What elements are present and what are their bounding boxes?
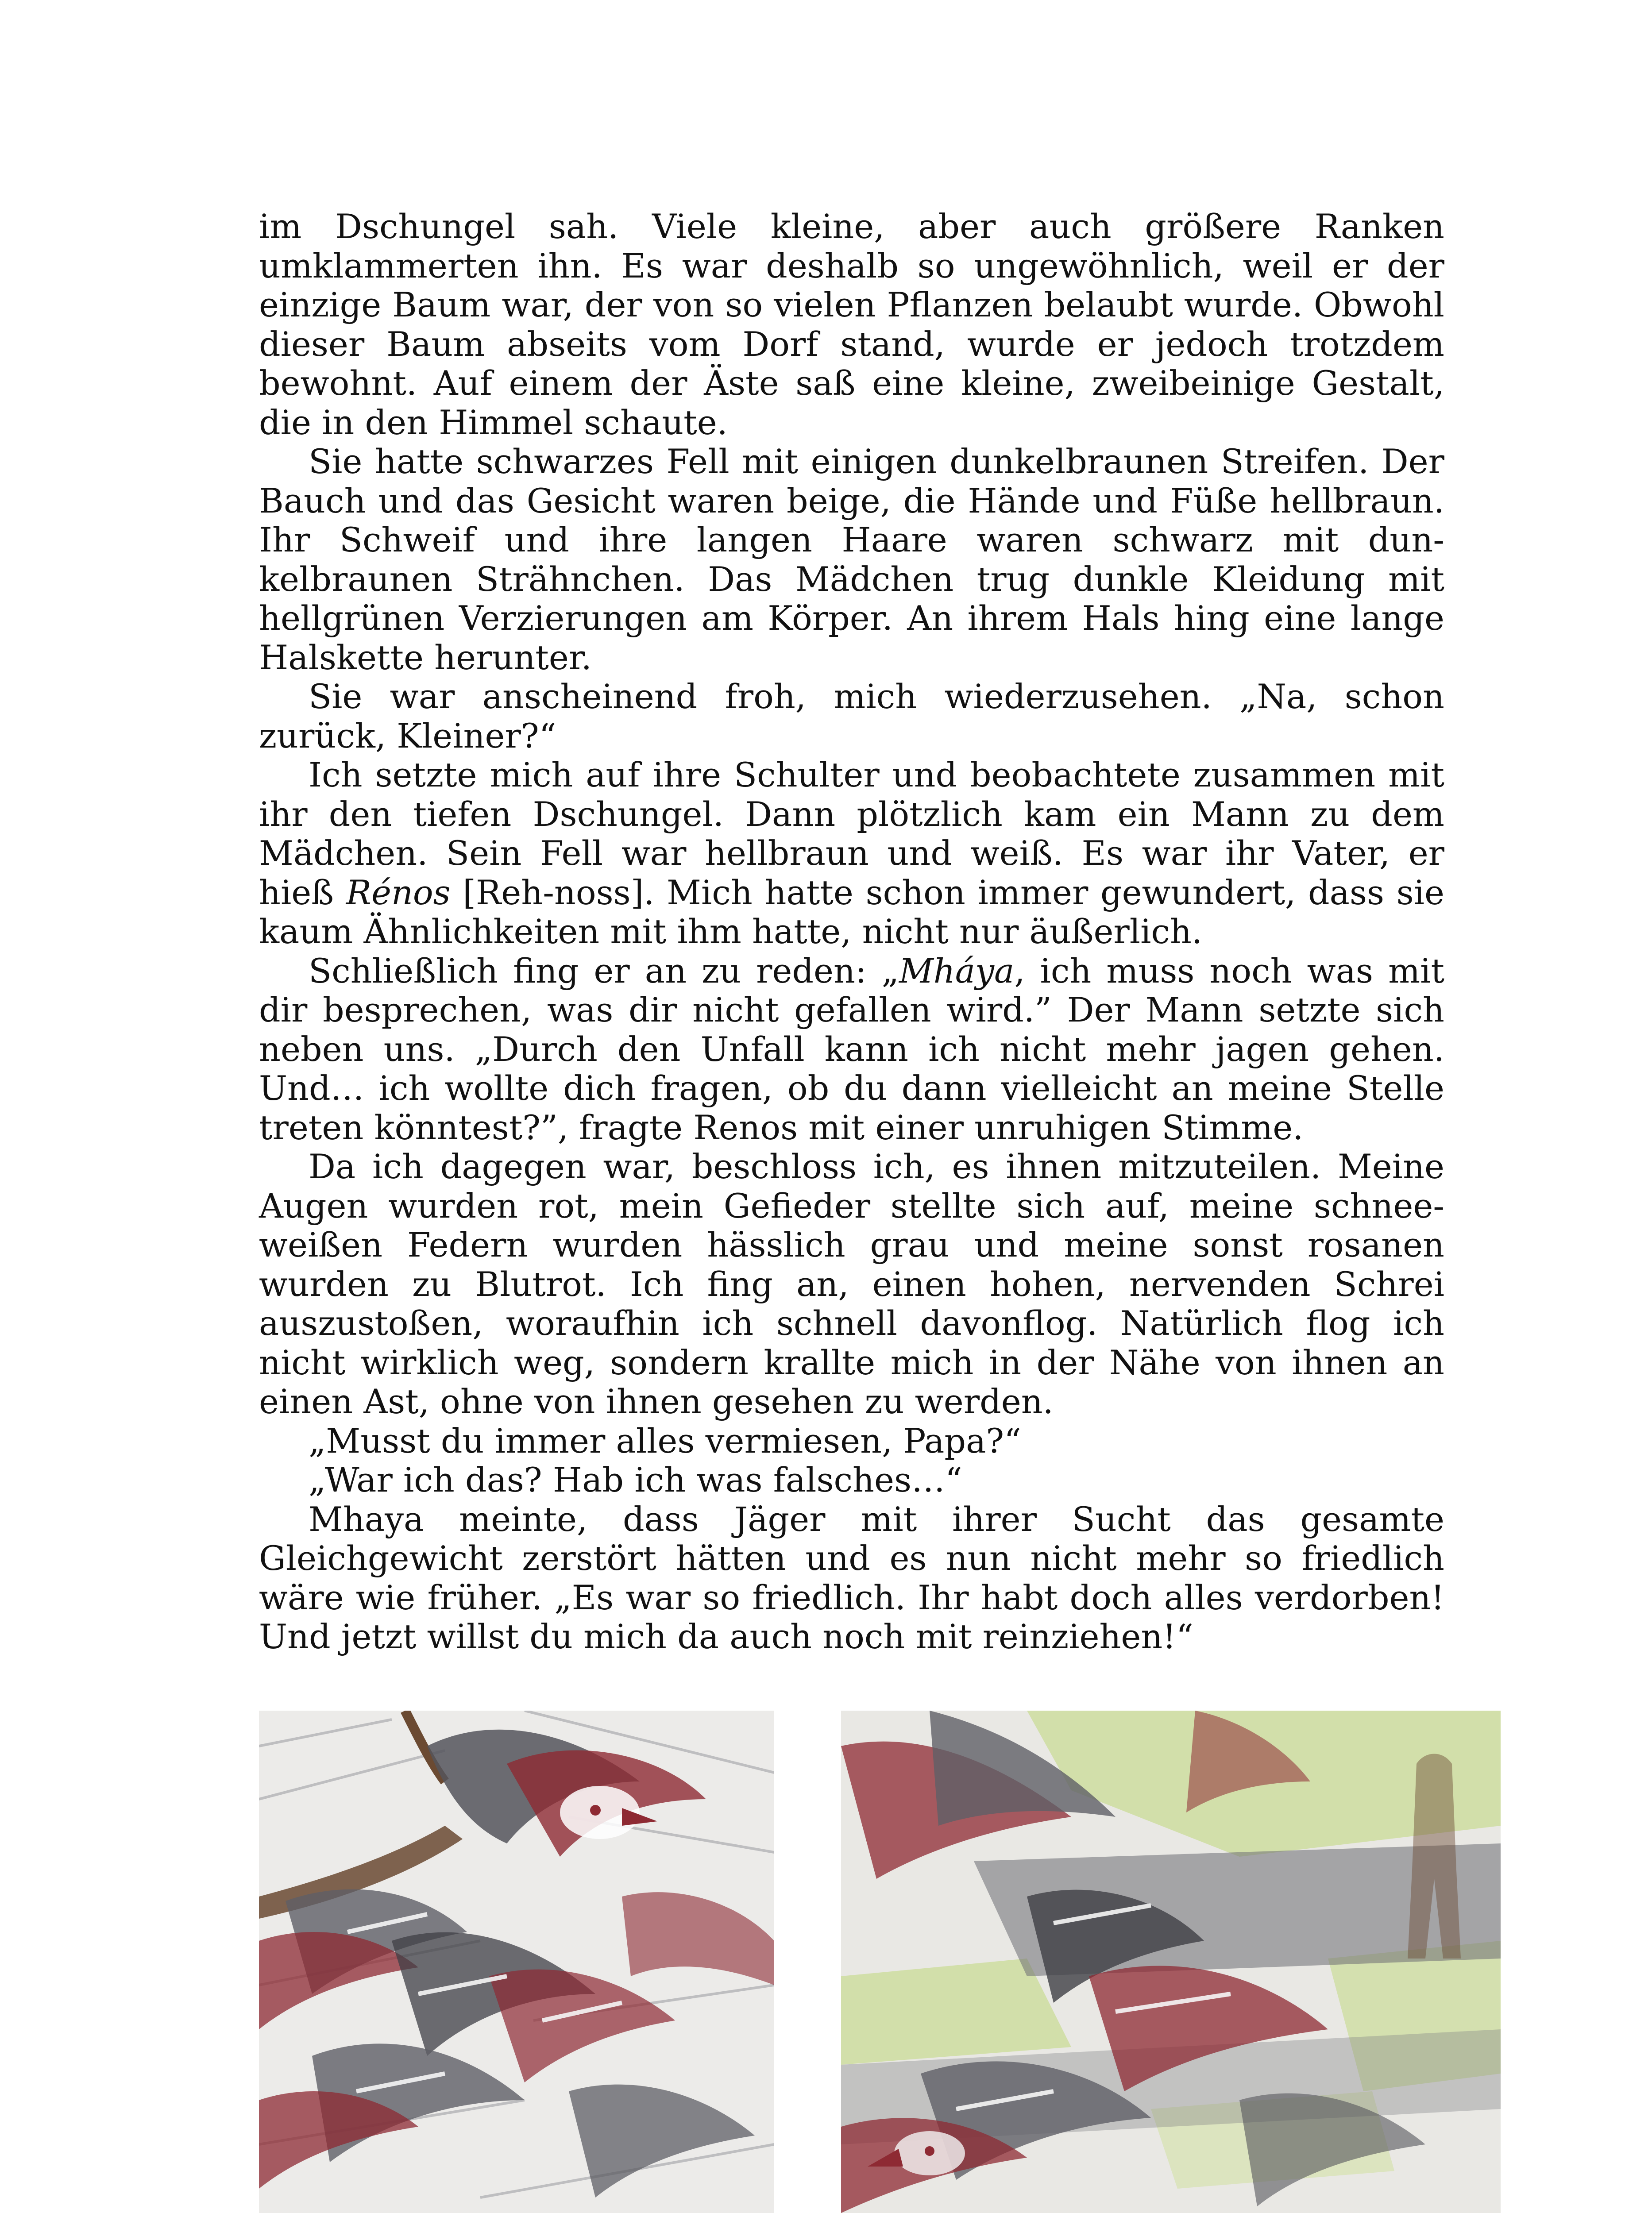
illustration-left-svg xyxy=(259,1711,774,2213)
character-name-mhaya: Mháya xyxy=(899,951,1015,991)
dialogue-line-2: „War ich das? Hab ich was falsches…“ xyxy=(309,1460,962,1500)
bird-diving-drawing-icon xyxy=(841,1711,1501,2213)
paragraph-6: Da ich dagegen war, beschloss ich, es ihnen mitzuteilen. Meine Augen wurden rot, mein Gefieder stellte sich auf, meine schneeweißen Federn wurden hässlich grau und meine sonst rosanen wurden zu Blutrot. Ich fing an, einen hohen, nervenden Schrei auszustoßen, woraufhin ich schnell davonflog. Natürlich flog ich nicht wirklich weg, sondern krallte mich in der Nähe von ihnen an einen Ast, ohne von ihnen gesehen zu werden. xyxy=(259,1147,1444,1421)
paragraph-2: Sie hatte schwarzes Fell mit einigen dunkelbraunen Streifen. Der Bauch und das Gesicht waren beige, die Hände und Füße hellbraun. Ihr Schweif und ihre langen Haare waren schwarz mit dunkelbraunen Strähnchen. Das Mädchen trug dunkle Kleidung mit hellgrünen Verzierungen am Körper. An ihrem Hals hing eine lange Halskette herunter. xyxy=(259,442,1444,677)
paragraph-5 xyxy=(259,952,1444,1148)
paragraph-4 xyxy=(259,756,1444,952)
paragraph-3: Sie war anscheinend froh, mich wiederzusehen. „Na, schon zurück, Kleiner?“ xyxy=(259,677,1444,756)
illustration-right-svg xyxy=(841,1711,1501,2213)
character-name-renos: Rénos xyxy=(346,872,451,912)
paragraph-4-text-after: [Reh-noss]. Mich hatte schon immer gewundert, dass sie kaum Ähnlichkeiten mit ihm hatte, nicht nur äußerlich. xyxy=(259,872,1445,951)
story-text xyxy=(259,207,1444,1657)
bird-on-branch-drawing-icon xyxy=(259,1711,774,2213)
paragraph-9: Mhaya meinte, dass Jäger mit ihrer Sucht das gesamte Gleichgewicht zerstört hätten und es nun nicht mehr so friedlich wäre wie früher. „Es war so friedlich. Ihr habt doch alles verdorben! Und jetzt willst du mich da auch noch mit reinziehen!“ xyxy=(259,1499,1444,1656)
paragraph-4-text-before: Ich setzte mich auf ihre Schulter und beobachtete zusammen mit ihr den tiefen Dschungel. Dann plötzlich kam ein Mann zu dem Mädchen. Sein Fell war hellbraun und weiß. Es war ihr Vater, er hieß xyxy=(259,755,1444,912)
dialogue-line-1: „Musst du immer alles vermiesen, Papa?“ xyxy=(309,1421,1021,1461)
paragraph-5-text-after: , ich muss noch was mit dir besprechen, was dir nicht gefallen wird.” Der Mann setzte sich neben uns. „Durch den Unfall kann ich nicht mehr jagen gehen. Und… ich wollte dich fragen, ob du dann vielleicht an meine Stelle treten könntest?”, fragte Renos mit einer unruhigen Stimme. xyxy=(259,951,1444,1147)
paragraph-5-text-before: Schließlich fing er an zu reden: „ xyxy=(309,951,899,991)
paragraph-1: im Dschungel sah. Viele kleine, aber auch größere Ranken umklammerten ihn. Es war deshalb so ungewöhnlich, weil er der einzige Baum war, der von so vielen Pflanzen belaubt wurde. Obwohl dieser Baum abseits vom Dorf stand, wurde er jedoch trotzdem bewohnt. Auf einem der Äste saß eine kleine, zweibeinige Gestalt, die in den Himmel schaute. xyxy=(259,207,1444,442)
